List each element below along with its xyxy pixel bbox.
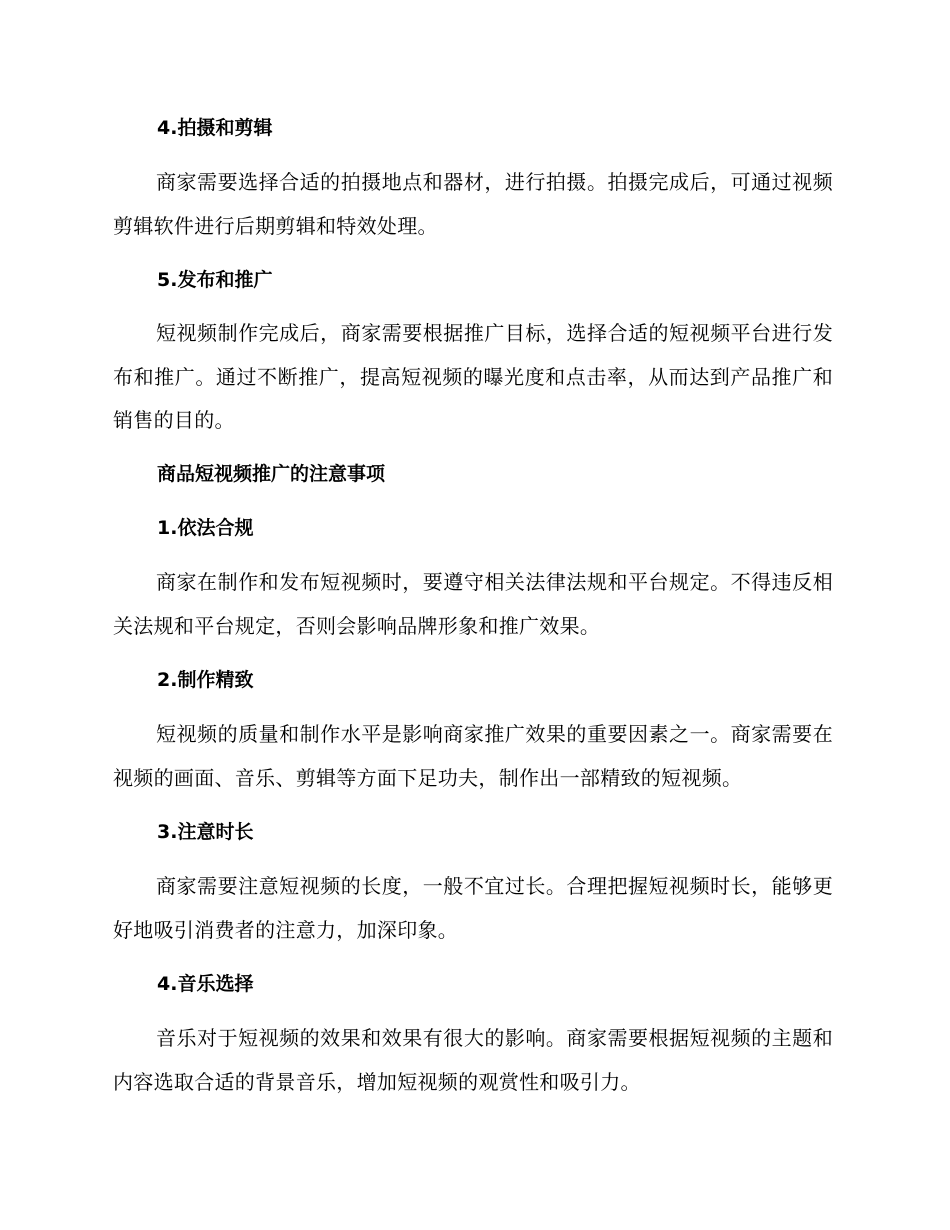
section-heading-shooting-editing: 4.拍摄和剪辑 <box>157 117 273 139</box>
section-heading-compliance: 1.依法合规 <box>157 517 254 539</box>
paragraph-publish-promote: 短视频制作完成后，商家需要根据推广目标，选择合适的短视频平台进行发布和推广。通过不断推广，提高短视频的曝光度和点击率，从而达到产品推广和销售的目的。 <box>113 321 833 432</box>
section-heading-precautions: 商品短视频推广的注意事项 <box>157 463 386 485</box>
paragraph-compliance: 商家在制作和发布短视频时，要遵守相关法律法规和平台规定。不得违反相关法规和平台规定，否则会影响品牌形象和推广效果。 <box>113 570 833 638</box>
paragraph-shooting-editing: 商家需要选择合适的拍摄地点和器材，进行拍摄。拍摄完成后，可通过视频剪辑软件进行后期剪辑和特效处理。 <box>113 170 833 238</box>
section-heading-publish-promote: 5.发布和推广 <box>157 269 273 291</box>
section-heading-music: 4.音乐选择 <box>157 973 254 995</box>
section-heading-quality: 2.制作精致 <box>157 669 254 691</box>
paragraph-duration: 商家需要注意短视频的长度，一般不宜过长。合理把握短视频时长，能够更好地吸引消费者的注意力，加深印象。 <box>113 874 833 942</box>
paragraph-music: 音乐对于短视频的效果和效果有很大的影响。商家需要根据短视频的主题和内容选取合适的背景音乐，增加短视频的观赏性和吸引力。 <box>113 1026 833 1094</box>
section-heading-duration: 3.注意时长 <box>157 821 254 843</box>
paragraph-quality: 短视频的质量和制作水平是影响商家推广效果的重要因素之一。商家需要在视频的画面、音乐、剪辑等方面下足功夫，制作出一部精致的短视频。 <box>113 722 833 790</box>
